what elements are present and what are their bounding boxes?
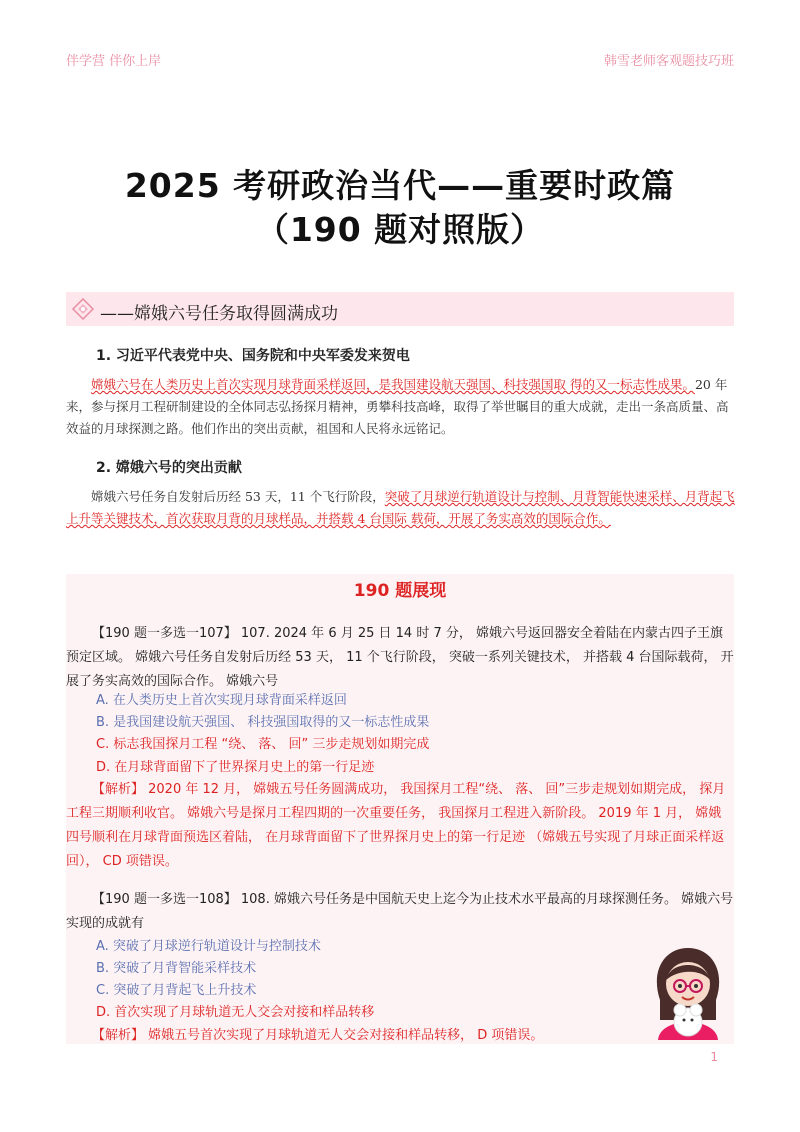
part1-rest-text: 20 年来，参与探月工程研制建设的全体同志弘扬探月精神，勇攀科技高峰，取得了举世瞩目的重大成就，走出一条高质量、高效益的月球探测之路。他们作出的突出贡献，祖国和人民将永远铭记。	[66, 377, 729, 436]
q1-option-b: B. 是我国建设航天强国、 科技强国取得的又一标志性成果	[96, 715, 430, 730]
q2-option-c: C. 突破了月背起飞上升技术	[96, 983, 257, 998]
section-header	[66, 292, 734, 326]
q1-option-d: D. 在月球背面留下了世界探月史上的第一行足迹	[96, 760, 375, 775]
box-title: 190 题展现	[353, 581, 447, 601]
diamond-icon	[72, 298, 94, 320]
page-title-line1: 2025 考研政治当代——重要时政篇	[124, 166, 676, 205]
header-left: 伴学营 伴你上岸	[66, 54, 162, 69]
part1-paragraph	[66, 374, 736, 440]
q1-stem: 【190 题一多选一107】 107. 2024 年 6 月 25 日 14 时 7 分， 嫦娥六号返回器安全着陆在内蒙古四子王旗预定区域。 嫦娥六号任务自发射后历经 53 天， 11 个飞行阶段， 突破一系列关键技术， 并搭载 4 台国际载荷， 开展了务实高效的国际合作。 嫦娥六号	[66, 626, 734, 689]
q1-analysis: 【解析】 2020 年 12 月， 嫦娥五号任务圆满成功， 我国探月工程“绕、 落、 回”三步走规划如期完成， 探月工程三期顺利收官。 嫦娥六号是探月工程四期的一次重要任务， 我国探月工程进入新阶段。 2019 年 1 月， 嫦娥四号顺利在月球背面预选区着陆， 在月球背面留下了世界探月史上的第一行足迹 （嫦娥五号实现了月球正面采样返回）， CD 项错误。	[66, 782, 726, 869]
part1-red-text: 嫦娥六号在人类历史上首次实现月球背面采样返回，是我国建设航天强国、科技强国取 得的又一标志性成果。	[91, 377, 695, 392]
q2-stem: 【190 题一多选一108】 108. 嫦娥六号任务是中国航天史上迄今为止技术水平最高的月球探测任务。 嫦娥六号实现的成就有	[66, 892, 734, 931]
teacher-avatar-illustration	[640, 940, 736, 1040]
header-right: 韩雪老师客观题技巧班	[603, 54, 734, 69]
q2-option-a: A. 突破了月球逆行轨道设计与控制技术	[96, 939, 321, 954]
q2-analysis: 【解析】 嫦娥五号首次实现了月球轨道无人交会对接和样品转移， D 项错误。	[92, 1028, 544, 1043]
section-title: ——嫦娥六号任务取得圆满成功	[100, 304, 338, 324]
q2-option-d: D. 首次实现了月球轨道无人交会对接和样品转移	[96, 1005, 375, 1020]
part2-paragraph	[66, 486, 736, 530]
part2-plain-text: 嫦娥六号任务自发射后历经 53 天，11 个飞行阶段，	[91, 489, 385, 504]
part2-red-text: 突破了月球逆行轨道设计与控制、月背智能快速采样、月背起飞上升等关键技术，首次获取月背的月球样品，并搭载 4 台国际 载荷，开展了务实高效的国际合作。	[66, 489, 735, 526]
q2-option-b: B. 突破了月背智能采样技术	[96, 961, 257, 976]
part2-heading: 2. 嫦娥六号的突出贡献	[96, 460, 242, 476]
page-title-line2: （190 题对照版）	[255, 210, 545, 249]
page-number: 1	[710, 1050, 718, 1064]
q1-option-c: C. 标志我国探月工程 “绕、 落、 回” 三步走规划如期完成	[96, 737, 430, 752]
part1-heading: 1. 习近平代表党中央、国务院和中央军委发来贺电	[96, 348, 410, 364]
q1-option-a: A. 在人类历史上首次实现月球背面采样返回	[96, 693, 347, 708]
